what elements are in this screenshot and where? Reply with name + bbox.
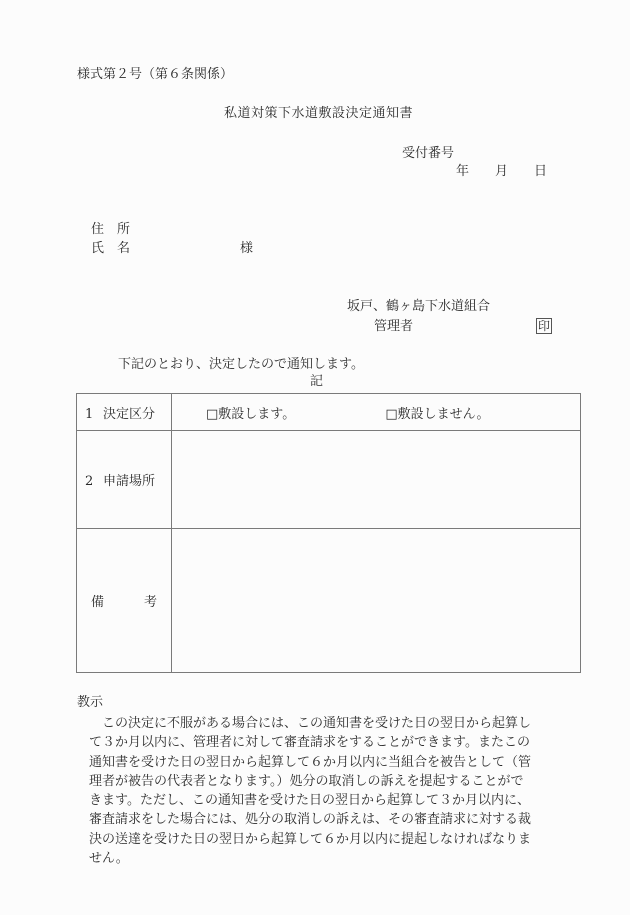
ki-heading: 記 [310,374,324,389]
sender-organization: 坂戸、鶴ヶ島下水道組合 [347,299,491,314]
remarks-label-cell [77,529,172,673]
remarks-value-cell[interactable] [172,529,581,673]
decision-options-cell [172,394,581,431]
instruction-body [77,714,577,868]
address-label: 住 所 [91,222,131,237]
remarks-label-right: 考 [143,595,157,610]
form-number: 様式第２号（第６条関係） [77,67,234,82]
location-label: 申請場所 [103,474,156,489]
instruction-line: 審査請求をした場合には、処分の取消しの訴えは、その審査請求に対する裁 [89,812,532,828]
instruction-line: この決定に不服がある場合には、この通知書を受けた日の翌日から起算し [102,716,532,731]
instruction-line: せん。 [89,851,129,867]
location-label-cell [77,431,172,529]
decision-label: 決定区分 [103,406,156,422]
notice-text: 下記のとおり、決定したので通知します。 [118,357,364,372]
sender-title: 管理者 [374,319,414,334]
honorific: 様 [240,241,254,256]
day-label: 日 [534,164,548,179]
document-title: 私道対策下水道敷設決定通知書 [224,106,414,121]
instruction-line: 理者が被告の代表者となります。）処分の取消しの訴えを提起することがで [89,773,524,789]
decision-label-cell [77,394,172,431]
year-label: 年 [456,164,470,179]
instruction-line: きます。ただし、この通知書を受けた日の翌日から起算して３か月以内に、 [89,793,530,809]
table-row-decision [77,394,581,431]
seal-mark: 印 [538,319,551,333]
option-not-install-checkbox[interactable]: □敷設しません。 [385,406,490,422]
date-line [456,165,547,178]
instruction-title: 教示 [77,695,104,710]
month-label: 月 [495,164,509,179]
instruction-line: て３か月以内に、管理者に対して審査請求をすることができます。またこの [89,735,530,751]
instruction-line: 決の送達を受けた日の翌日から起算して６か月以内に提起しなければなりま [89,831,532,847]
table-row-remarks [77,529,581,673]
name-label: 氏 名 [91,241,131,256]
option-install-checkbox[interactable]: □敷設します。 [206,406,296,422]
row-number: 1 [85,406,94,422]
instruction-line: 通知書を受けた日の翌日から起算して６か月以内に当組合を被告として（管 [89,754,532,770]
receipt-number-label: 受付番号 [402,146,455,161]
table-row-location [77,431,581,529]
row-number: 2 [85,474,94,489]
location-value-cell[interactable] [172,431,581,529]
remarks-label-left: 備 [91,595,105,610]
decision-table [76,393,581,673]
